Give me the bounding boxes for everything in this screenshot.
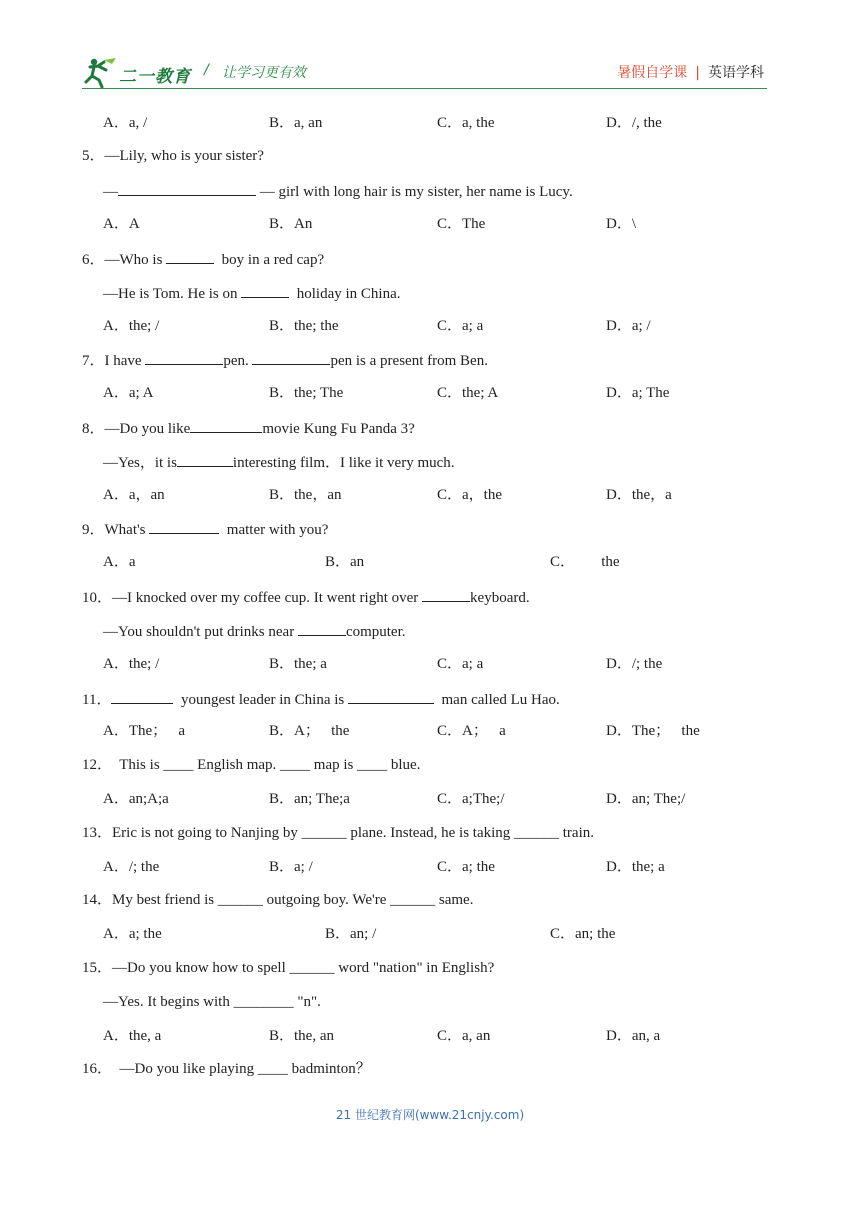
option-b: B．A； the (269, 723, 350, 739)
question-6-line2 (103, 283, 401, 303)
question-13-stem: 13．Eric is not going to Nanjing by ______ plane. Instead, he is taking ______ train. (82, 825, 595, 841)
option-a: A．a; A (103, 385, 154, 401)
option-b: B．An (269, 216, 313, 232)
option-c: C．a;The;/ (437, 791, 505, 807)
q6-stem-b: boy in a red cap? (221, 252, 325, 268)
option-d: D．a; / (606, 318, 651, 334)
option-c: C．an; the (550, 926, 616, 942)
option-a: A．a, / (103, 115, 148, 131)
logo-text: 二一教育 (119, 67, 191, 87)
option-d: D．/, the (606, 115, 662, 131)
q8-a: 8．—Do you like (82, 421, 191, 437)
q10-l2-b: computer. (345, 624, 406, 640)
option-b: B．an; The;a (269, 791, 350, 807)
question-12-stem: 12． This is ____ English map. ____ map is ____ blue. (82, 757, 421, 773)
slogan: 让学习更有效 (222, 65, 306, 81)
option-b: B．an; / (325, 926, 377, 942)
q6-l2-b: holiday in China. (296, 286, 401, 302)
question-5-stem: 5．—Lily, who is your sister? (82, 148, 264, 164)
option-d: D．/; the (606, 656, 663, 672)
question-5-line2-text: — girl with long hair is my sister, her name is Lucy. (259, 184, 573, 200)
option-b: B．a, an (269, 115, 323, 131)
question-6-stem (82, 249, 324, 269)
q7-a: 7．I have (82, 353, 146, 369)
option-c: C．a; a (437, 318, 484, 334)
question-7-stem (82, 350, 488, 370)
course-name: 暑假自学课 (617, 65, 688, 81)
subject-name: 英语学科 (708, 65, 764, 81)
q11-a: 11． (82, 692, 112, 708)
option-a: A．the; / (103, 318, 160, 334)
option-c: C．A； a (437, 723, 506, 739)
option-d: D．the，a (606, 487, 672, 503)
option-b: B．the; The (269, 385, 344, 401)
question-8-line2 (103, 452, 455, 472)
q8-b: movie Kung Fu Panda 3? (262, 421, 415, 437)
page-header (0, 0, 860, 100)
q10-b: keyboard. (470, 590, 530, 606)
option-b: B．a; / (269, 859, 313, 875)
question-10-line2 (103, 621, 406, 641)
option-a: A．the, a (103, 1028, 162, 1044)
option-c: C． the (550, 554, 620, 570)
q7-b: pen. (223, 353, 253, 369)
question-5-line2: — — girl with long hair is my sister, her name is Lucy. (103, 181, 573, 201)
question-9-stem (82, 519, 328, 539)
option-a: A．/; the (103, 859, 160, 875)
option-b: B．the; a (269, 656, 327, 672)
slogan-slash: / (204, 62, 209, 78)
footer-link[interactable]: 21 世纪教育网(www.21cnjy.com) (335, 1108, 525, 1122)
option-a: A．The； a (103, 723, 186, 739)
q9-a: 9．What's (82, 522, 146, 538)
option-b: B．an (325, 554, 365, 570)
option-d: D．\ (606, 216, 637, 232)
q9-b: matter with you? (226, 522, 329, 538)
option-a: A．a; the (103, 926, 162, 942)
option-d: D．The； the (606, 723, 700, 739)
option-b: B．the，an (269, 487, 342, 503)
option-c: C．a，the (437, 487, 502, 503)
q10-a: 10．—I knocked over my coffee cup. It went right over (82, 590, 419, 606)
option-b: B．the, an (269, 1028, 334, 1044)
question-11-stem (82, 689, 560, 709)
option-a: A．A (103, 216, 140, 232)
q11-c: man called Lu Hao. (441, 692, 560, 708)
option-a: A．the; / (103, 656, 160, 672)
option-c: C．a; the (437, 859, 495, 875)
header-divider (82, 88, 767, 89)
option-a: A．a (103, 554, 136, 570)
option-c: C．a, the (437, 115, 495, 131)
q8-l2-a: —Yes，it is (103, 455, 177, 471)
option-d: D．a; The (606, 385, 670, 401)
option-d: D．an; The;/ (606, 791, 686, 807)
option-c: C．a; a (437, 656, 484, 672)
option-d: D．an, a (606, 1028, 661, 1044)
option-d: D．the; a (606, 859, 665, 875)
question-14-stem: 14．My best friend is ______ outgoing boy. We're ______ same. (82, 892, 474, 908)
option-a: A．a，an (103, 487, 165, 503)
q6-l2-a: —He is Tom. He is on (103, 286, 238, 302)
q11-b: youngest leader in China is (180, 692, 345, 708)
q6-stem-a: 6．—Who is (82, 252, 163, 268)
course-tag (617, 62, 764, 82)
option-c: C．a, an (437, 1028, 491, 1044)
q7-c: pen is a present from Ben. (330, 353, 488, 369)
option-c: C．the; A (437, 385, 499, 401)
question-10-stem (82, 587, 530, 607)
question-8-stem (82, 418, 415, 438)
question-15-stem: 15．—Do you know how to spell ______ word "nation" in English? (82, 960, 495, 976)
q8-l2-b: interesting film．I like it very much. (232, 455, 455, 471)
tag-separator: | (695, 65, 700, 81)
question-16-stem: 16． —Do you like playing ____ badminton？ (82, 1061, 371, 1077)
option-b: B．the; the (269, 318, 339, 334)
option-a: A．an;A;a (103, 791, 169, 807)
q10-l2-a: —You shouldn't put drinks near (103, 624, 295, 640)
option-c: C．The (437, 216, 486, 232)
question-15-line2: —Yes. It begins with ________ "n". (103, 994, 321, 1010)
